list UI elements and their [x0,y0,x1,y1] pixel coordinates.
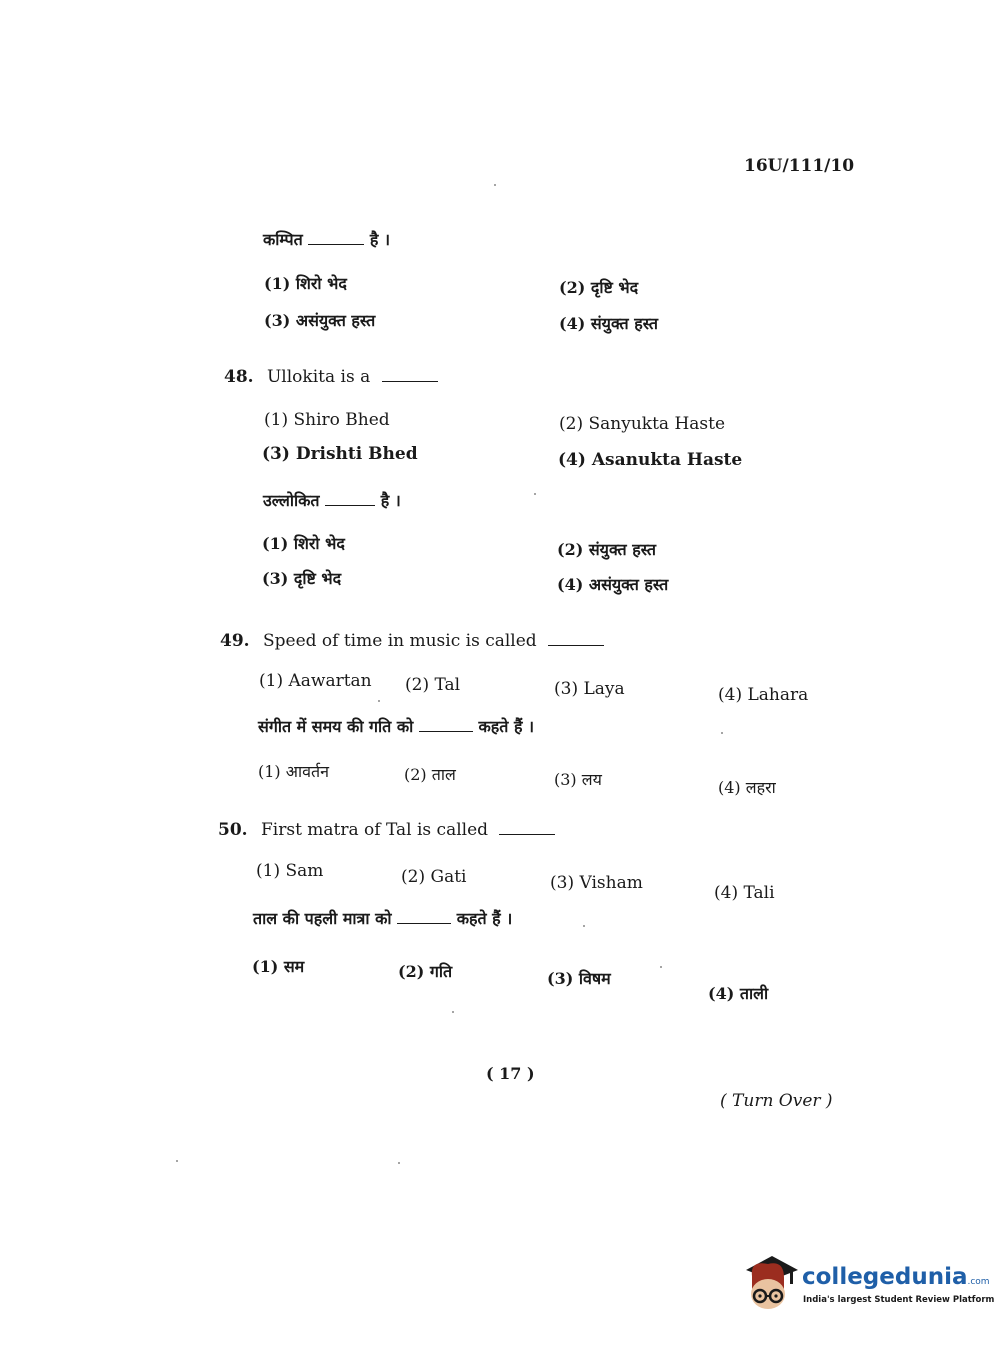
q49-option-3: (3) Laya [554,679,625,699]
q50-option-1: (1) Sam [256,861,324,881]
q50-option-4: (4) Tali [714,883,775,903]
scan-speck [494,184,496,186]
paper-code: 16U/111/10 [744,156,855,176]
q50-number: 50. [218,820,248,840]
q48-option-1: (1) Shiro Bhed [264,410,390,430]
q47-hindi-stem-part2: है । [369,230,391,249]
q49-answer-blank [548,631,604,646]
q48-hindi-stem-part2: है । [380,491,401,510]
q48-option-4: (4) Asanukta Haste [558,450,743,470]
q50-answer-blank [499,820,555,835]
q48-stem [224,367,438,387]
q49-stem-text: Speed of time in music is called [262,631,537,651]
turn-over-note: ( Turn Over ) [720,1091,833,1111]
q49-number: 49. [220,631,250,651]
q48-stem-text: Ullokita is a [266,367,371,387]
q47-hindi-option-1: (1) शिरो भेद [264,274,347,293]
q49-hindi-option-1: (1) आवर्तन [258,762,329,781]
q49-stem [220,631,604,651]
scan-speck [534,493,536,495]
q49-option-1-text: (1) Aawartan [259,671,372,691]
collegedunia-watermark [740,1250,995,1316]
q47-answer-blank [308,230,364,245]
q50-hindi-option-1: (1) सम [252,957,305,976]
q50-option-3: (3) Visham [550,873,643,893]
q47-hindi-option-2: (2) दृष्टि भेद [559,278,639,297]
q50-hindi-option-3: (3) विषम [547,969,611,988]
mascot-icon [740,1250,798,1316]
q50-stem-text: First matra of Tal is called [260,820,489,840]
q48-hindi-stem [263,489,401,511]
page-number: ( 17 ) [486,1064,535,1083]
scan-speck [721,732,723,734]
q49-hindi-stem-part2: कहते हैं । [478,717,535,736]
scan-speck [378,700,380,702]
q47-hindi-stem [263,228,390,250]
q50-hindi-stem [253,907,512,929]
brand-name [802,1264,990,1290]
q49-hindi-option-4: (4) लहरा [718,778,776,797]
scan-speck [452,1011,454,1013]
q48-number: 48. [224,367,254,387]
brand-suffix: .com [967,1277,990,1287]
q48-option-2: (2) Sanyukta Haste [559,414,726,434]
q49-option-1 [259,671,372,691]
q48-hindi-option-2: (2) संयुक्त हस्त [557,540,657,559]
q48-hindi-option-3: (3) दृष्टि भेद [262,569,342,588]
q48-answer-blank [382,367,438,382]
q48-hindi-option-4: (4) असंयुक्त हस्त [557,575,669,594]
q49-option-2: (2) Tal [405,675,461,695]
q49-hindi-blank [419,717,473,732]
scan-speck [176,1160,178,1162]
q47-hindi-option-3: (3) असंयुक्त हस्त [264,311,376,330]
scan-speck [398,1162,400,1164]
q50-stem [218,820,555,840]
q49-option-4: (4) Lahara [718,685,809,705]
q48-hindi-stem-part1: उल्लोकित [263,491,320,510]
q50-hindi-stem-part1: ताल की पहली मात्रा को [253,909,392,928]
q48-hindi-blank [325,491,375,506]
q49-hindi-stem-part1: संगीत में समय की गति को [258,717,414,736]
q50-option-2: (2) Gati [401,867,467,887]
q49-hindi-stem [258,715,534,737]
brand-name-text: collegedunia [802,1264,968,1290]
brand-tagline: India's largest Student Review Platform [803,1295,995,1305]
q50-hindi-stem-part2: कहते हैं । [456,909,513,928]
q50-hindi-option-4: (4) ताली [708,984,769,1003]
q49-hindi-option-2: (2) ताल [404,765,456,784]
q50-hindi-option-2: (2) गति [398,962,453,981]
scan-speck [583,925,585,927]
q47-hindi-stem-part1: कम्पित [263,230,303,249]
scan-speck [660,966,662,968]
q49-hindi-option-3: (3) लय [554,770,602,789]
q48-option-3: (3) Drishti Bhed [262,444,418,464]
q50-hindi-blank [397,909,451,924]
q47-hindi-option-4: (4) संयुक्त हस्त [559,314,659,333]
q48-hindi-option-1: (1) शिरो भेद [262,534,345,553]
